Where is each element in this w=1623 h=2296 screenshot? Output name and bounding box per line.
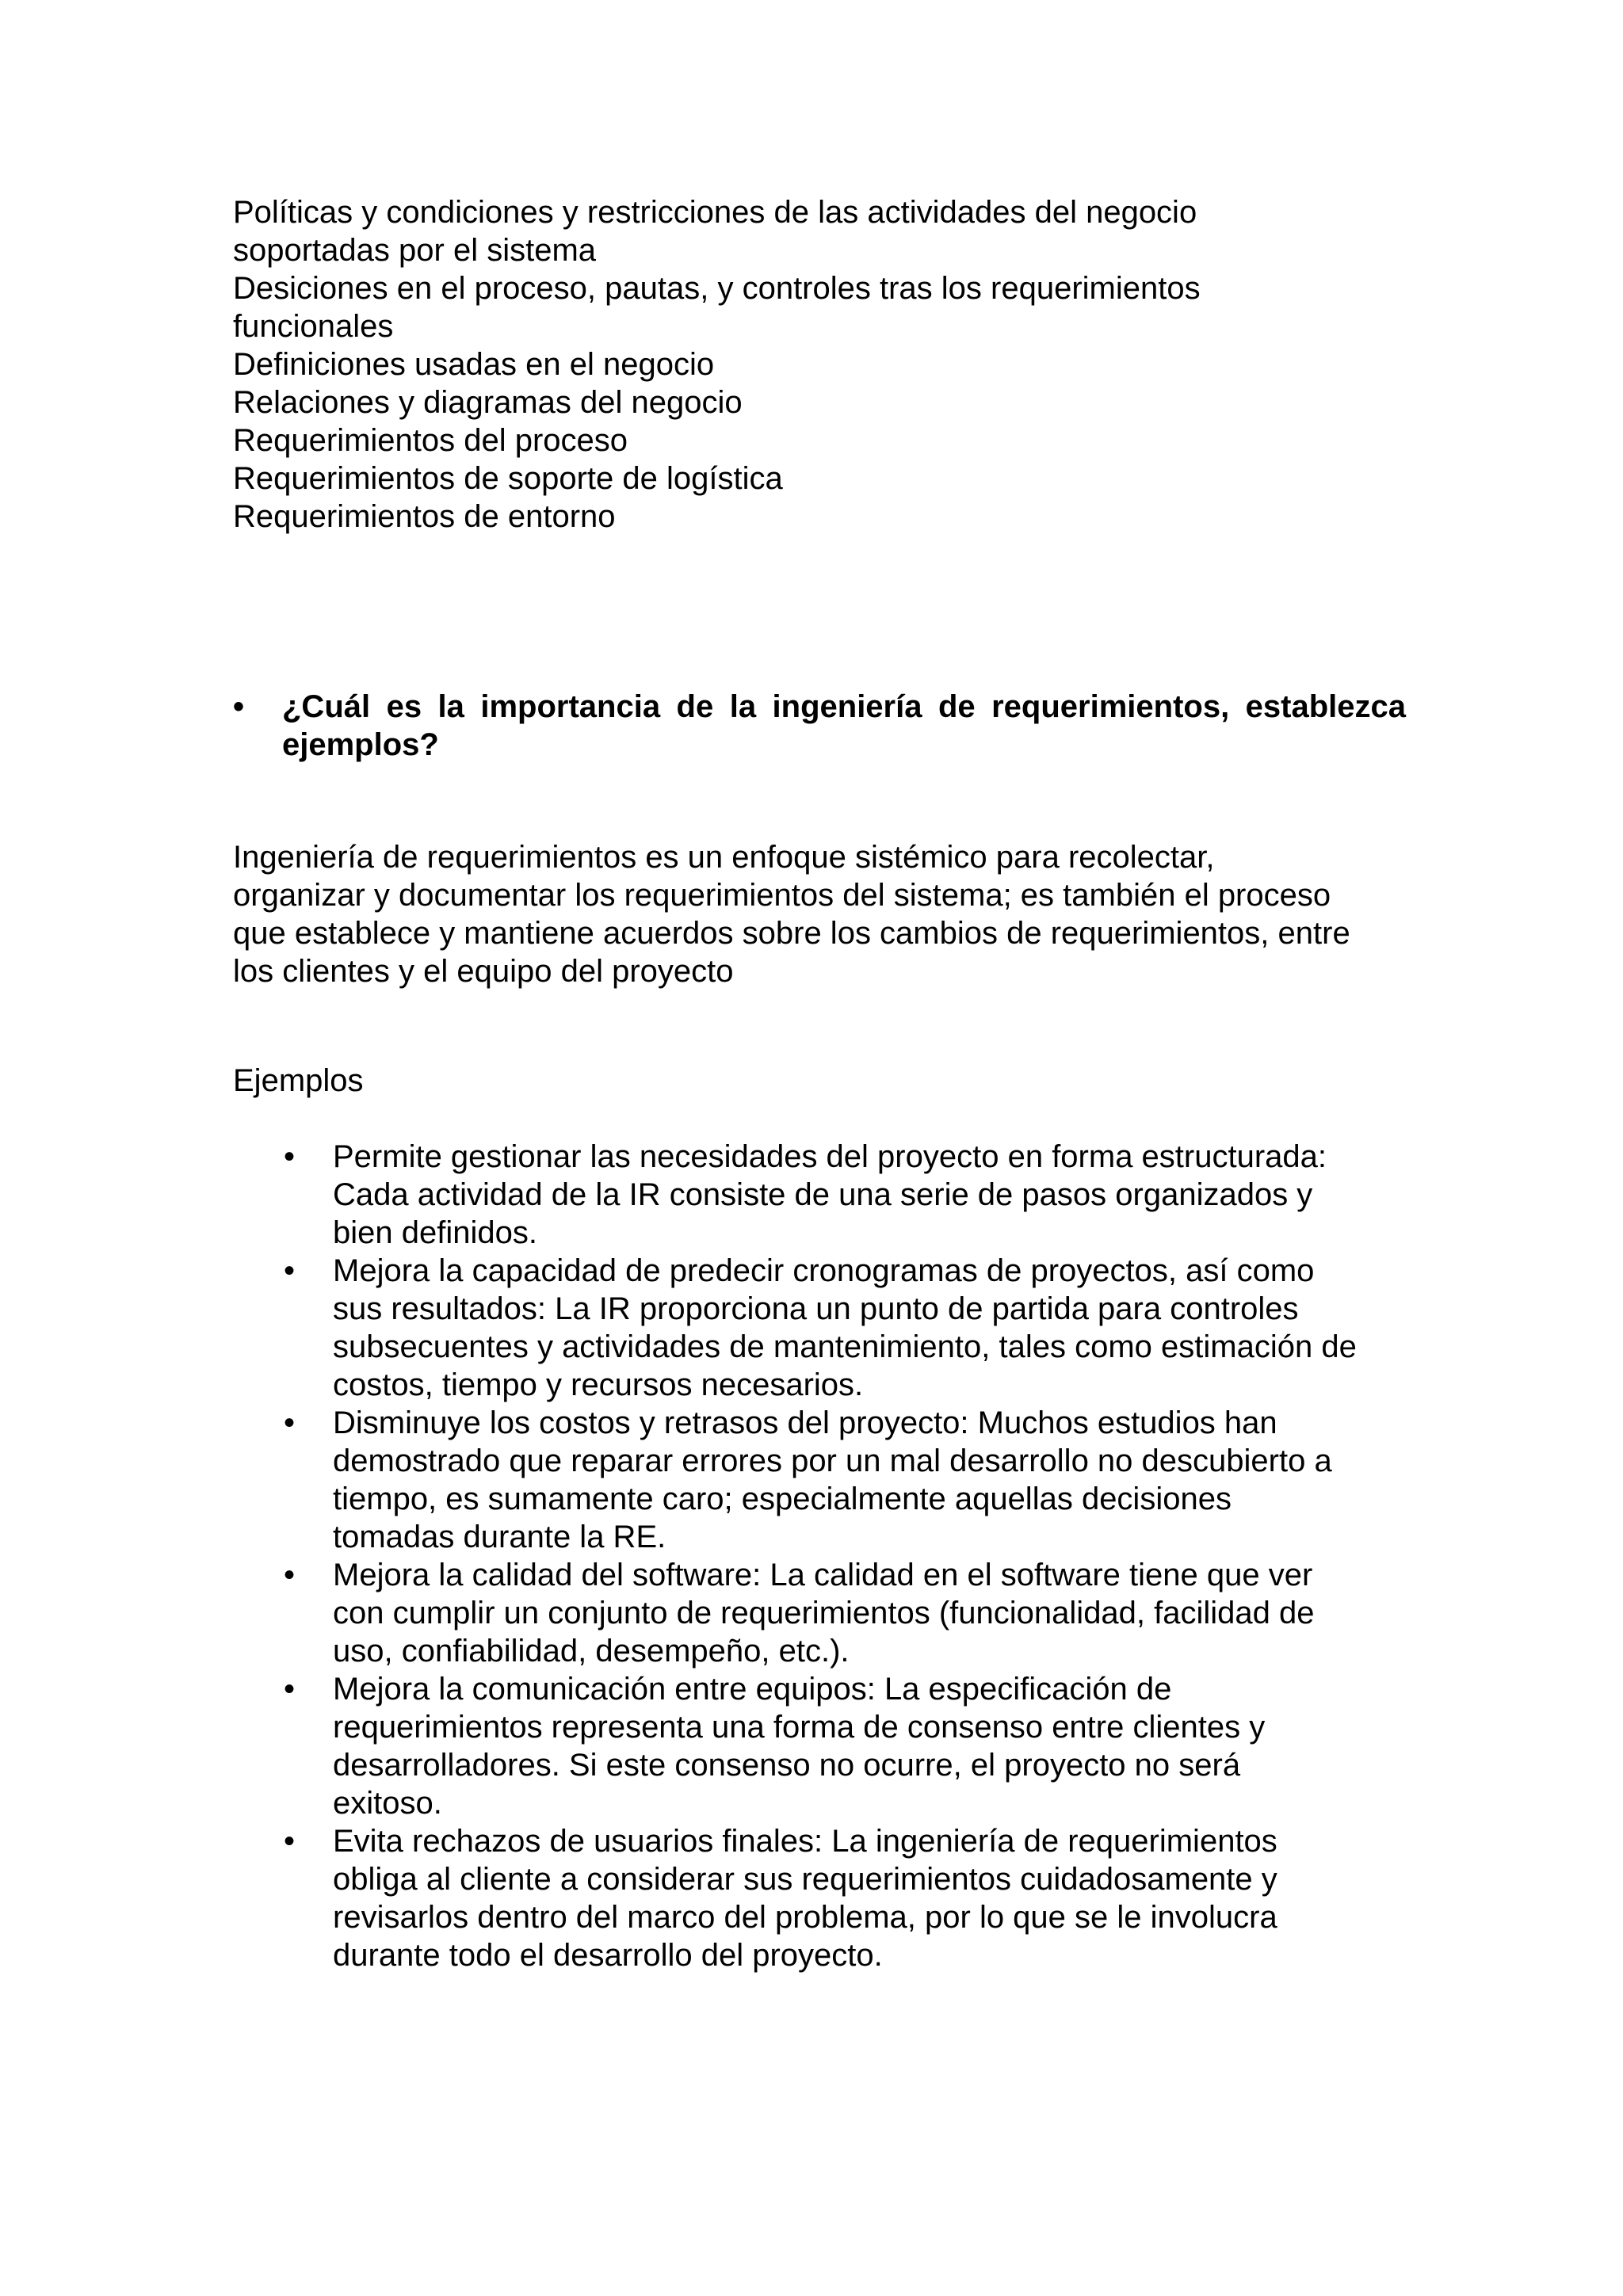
- item-line: Cada actividad de la IR consiste de una serie de pasos organizados y: [333, 1177, 1313, 1212]
- paragraph-line: Ingeniería de requerimientos es un enfoque sistémico para recolectar,: [233, 840, 1215, 875]
- question-line: ejemplos?: [282, 727, 439, 762]
- item-line: subsecuentes y actividades de mantenimiento, tales como estimación de: [333, 1329, 1357, 1364]
- list-line: soportadas por el sistema: [233, 233, 597, 268]
- bullet-icon: •: [284, 1139, 296, 1174]
- bullet-icon: •: [284, 1558, 296, 1592]
- examples-heading: Ejemplos: [233, 1063, 364, 1098]
- list-item: [284, 1556, 1433, 1670]
- question-heading: [233, 688, 1406, 764]
- bullet-icon: •: [233, 689, 245, 724]
- item-line: demostrado que reparar errores por un mal desarrollo no descubierto a: [333, 1444, 1332, 1478]
- item-line: requerimientos representa una forma de consenso entre clientes y: [333, 1710, 1266, 1745]
- item-line: durante todo el desarrollo del proyecto.: [333, 1938, 883, 1973]
- item-line: Mejora la calidad del software: La calidad en el software tiene que ver: [333, 1558, 1313, 1592]
- item-line: Permite gestionar las necesidades del proyecto en forma estructurada:: [333, 1139, 1327, 1174]
- item-line: Mejora la comunicación entre equipos: La especificación de: [333, 1672, 1172, 1707]
- bullet-icon: •: [284, 1672, 296, 1707]
- item-line: sus resultados: La IR proporciona un punto de partida para controles: [333, 1291, 1299, 1326]
- item-line: Mejora la capacidad de predecir cronogramas de proyectos, así como: [333, 1253, 1315, 1288]
- list-line: Requerimientos de entorno: [233, 499, 616, 534]
- list-line: Requerimientos de soporte de logística: [233, 461, 783, 496]
- list-item: [284, 1822, 1433, 1974]
- item-line: desarrolladores. Si este consenso no ocurre, el proyecto no será: [333, 1748, 1241, 1783]
- list-line: funcionales: [233, 309, 394, 344]
- item-line: obliga al cliente a considerar sus requerimientos cuidadosamente y: [333, 1862, 1277, 1897]
- item-line: tiempo, es sumamente caro; especialmente aquellas decisiones: [333, 1482, 1232, 1516]
- item-line: con cumplir un conjunto de requerimientos (funcionalidad, facilidad de: [333, 1596, 1315, 1630]
- list-line: Desiciones en el proceso, pautas, y controles tras los requerimientos: [233, 271, 1201, 306]
- list-line: Políticas y condiciones y restricciones de las actividades del negocio: [233, 195, 1197, 230]
- item-line: uso, confiabilidad, desempeño, etc.).: [333, 1634, 850, 1669]
- bullet-icon: •: [284, 1405, 296, 1440]
- definition-paragraph: [233, 838, 1422, 990]
- list-item: [284, 1252, 1433, 1404]
- item-line: Disminuye los costos y retrasos del proyecto: Muchos estudios han: [333, 1405, 1277, 1440]
- bullet-icon: •: [284, 1824, 296, 1859]
- list-item: [284, 1404, 1433, 1556]
- item-line: Evita rechazos de usuarios finales: La ingeniería de requerimientos: [333, 1824, 1277, 1859]
- question-text: [282, 688, 1406, 764]
- list-line: Requerimientos del proceso: [233, 423, 628, 458]
- paragraph-line: los clientes y el equipo del proyecto: [233, 954, 734, 989]
- list-line: Definiciones usadas en el negocio: [233, 347, 715, 382]
- requirements-type-list: [233, 193, 1422, 536]
- paragraph-line: que establece y mantiene acuerdos sobre los cambios de requerimientos, entre: [233, 916, 1350, 951]
- list-line: Relaciones y diagramas del negocio: [233, 385, 743, 420]
- bullet-icon: •: [284, 1253, 296, 1288]
- list-item: [284, 1138, 1433, 1252]
- item-line: revisarlos dentro del marco del problema, por lo que se le involucra: [333, 1900, 1277, 1935]
- item-line: exitoso.: [333, 1786, 442, 1821]
- item-line: bien definidos.: [333, 1215, 537, 1250]
- examples-list: [284, 1138, 1433, 1974]
- question-line: ¿Cuál es la importancia de la ingeniería de requerimientos, establezca: [282, 689, 1406, 724]
- paragraph-line: organizar y documentar los requerimientos del sistema; es también el proceso: [233, 878, 1331, 913]
- list-item: [284, 1670, 1433, 1822]
- item-line: costos, tiempo y recursos necesarios.: [333, 1367, 864, 1402]
- item-line: tomadas durante la RE.: [333, 1520, 666, 1554]
